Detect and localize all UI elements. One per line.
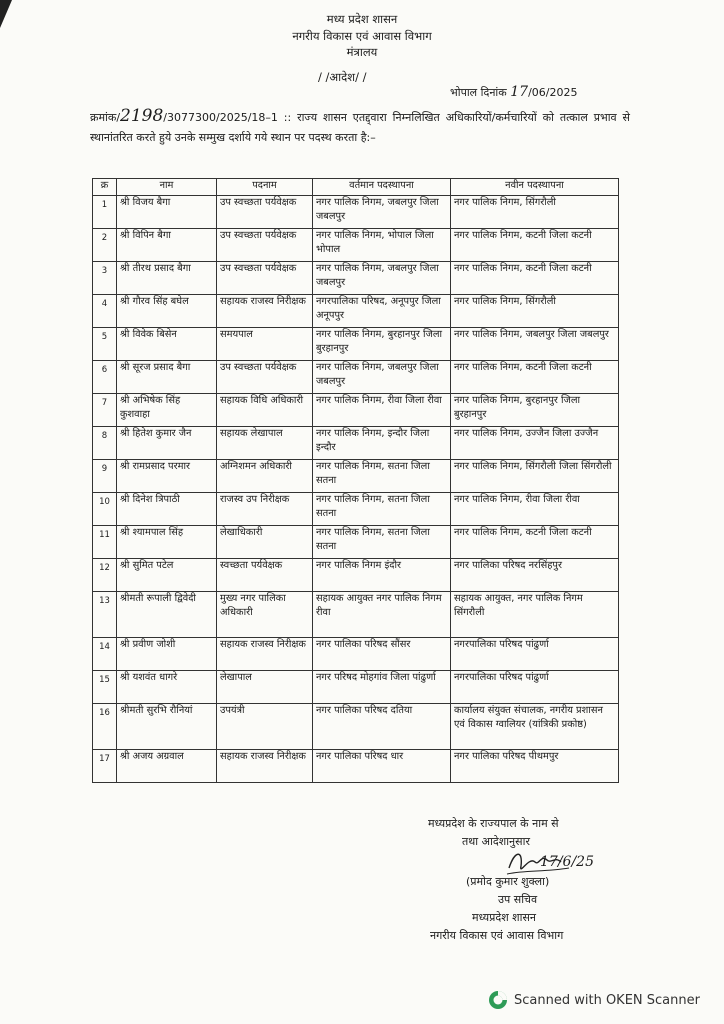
row-name: श्री श्यामपाल सिंह — [117, 526, 217, 559]
row-designation: मुख्य नगर पालिका अधिकारी — [217, 592, 313, 638]
row-name: श्री प्रवीण जोशी — [117, 638, 217, 671]
row-current-posting: नगर पालिक निगम, बुरहानपुर जिला बुरहानपुर — [313, 328, 451, 361]
row-sn: 1 — [93, 196, 117, 229]
row-name: श्री गौरव सिंह बघेल — [117, 295, 217, 328]
order-heading: / /आदेश/ / — [318, 70, 367, 84]
row-new-posting: नगर पालिका परिषद नरसिंहपुर — [451, 559, 619, 592]
row-name: श्री यशवंत धागरे — [117, 671, 217, 704]
row-new-posting: कार्यालय संयुक्त संचालक, नगरीय प्रशासन एवं विकास ग्वालियर (यांत्रिकी प्रकोष्ठ) — [451, 704, 619, 750]
row-sn: 15 — [93, 671, 117, 704]
table-row — [93, 493, 619, 526]
row-current-posting: नगर पालिक निगम, सतना जिला सतना — [313, 493, 451, 526]
order-number: 2198 — [120, 106, 164, 126]
row-designation: सहायक राजस्व निरीक्षक — [217, 750, 313, 783]
handwritten-signature — [505, 846, 575, 882]
header-name: नाम — [117, 179, 217, 196]
row-sn: 12 — [93, 559, 117, 592]
row-sn: 8 — [93, 427, 117, 460]
row-current-posting: नगर पालिक निगम इंदौर — [313, 559, 451, 592]
row-name: श्री हितेश कुमार जैन — [117, 427, 217, 460]
row-sn: 16 — [93, 704, 117, 750]
header-current-posting: वर्तमान पदस्थापना — [313, 179, 451, 196]
row-designation: समयपाल — [217, 328, 313, 361]
row-name: श्री सुमित पटेल — [117, 559, 217, 592]
date-rest: /06/2025 — [528, 86, 578, 99]
order-paragraph — [90, 106, 630, 148]
row-name: श्री अजय अग्रवाल — [117, 750, 217, 783]
row-sn: 14 — [93, 638, 117, 671]
row-name: श्रीमती सुरभि रौनियां — [117, 704, 217, 750]
table-row — [93, 229, 619, 262]
date-day: 17 — [510, 84, 529, 100]
row-current-posting: नगर पालिक निगम, जबलपुर जिला जबलपुर — [313, 262, 451, 295]
table-row — [93, 427, 619, 460]
row-new-posting: नगर पालिक निगम, सिंगरौली — [451, 295, 619, 328]
row-current-posting: नगर पालिका परिषद सौंसर — [313, 638, 451, 671]
row-new-posting: नगर पालिका परिषद पीथमपुर — [451, 750, 619, 783]
row-sn: 9 — [93, 460, 117, 493]
row-current-posting: नगरपालिका परिषद, अनूपपुर जिला अनूपपुर — [313, 295, 451, 328]
row-new-posting: नगर पालिक निगम, कटनी जिला कटनी — [451, 526, 619, 559]
date-prefix: भोपाल दिनांक — [450, 86, 507, 99]
row-sn: 7 — [93, 394, 117, 427]
row-designation: सहायक राजस्व निरीक्षक — [217, 638, 313, 671]
table-row — [93, 328, 619, 361]
table-row — [93, 295, 619, 328]
row-designation: लेखाधिकारी — [217, 526, 313, 559]
row-sn: 6 — [93, 361, 117, 394]
order-date — [450, 84, 577, 100]
row-sn: 17 — [93, 750, 117, 783]
header-govt: मध्य प्रदेश शासन — [326, 12, 398, 26]
row-current-posting: नगर पालिक निगम, जबलपुर जिला जबलपुर — [313, 196, 451, 229]
signature-dept2: नगरीय विकास एवं आवास विभाग — [430, 929, 564, 942]
row-new-posting: नगर पालिक निगम, सिंगरौली जिला सिंगरौली — [451, 460, 619, 493]
row-name: श्री तीरथ प्रसाद बैगा — [117, 262, 217, 295]
row-name: श्री दिनेश त्रिपाठी — [117, 493, 217, 526]
table-row — [93, 638, 619, 671]
row-name: श्री रामप्रसाद परमार — [117, 460, 217, 493]
signature-line1: मध्यप्रदेश के राज्यपाल के नाम से — [428, 817, 559, 830]
header-department: नगरीय विकास एवं आवास विभाग — [292, 29, 432, 43]
row-new-posting: नगर पालिक निगम, सिंगरौली — [451, 196, 619, 229]
order-prefix: क्रमांक/ — [90, 111, 121, 124]
table-row — [93, 196, 619, 229]
transfer-table — [92, 178, 619, 783]
row-new-posting: नगर पालिक निगम, कटनी जिला कटनी — [451, 262, 619, 295]
row-current-posting: नगर पालिक निगम, रीवा जिला रीवा — [313, 394, 451, 427]
row-name: श्री अभिषेक सिंह कुशवाहा — [117, 394, 217, 427]
table-row — [93, 262, 619, 295]
row-sn: 2 — [93, 229, 117, 262]
row-current-posting: नगर पालिक निगम, इन्दौर जिला इन्दौर — [313, 427, 451, 460]
row-name: श्री विजय बैगा — [117, 196, 217, 229]
signature-title: उप सचिव — [498, 893, 538, 906]
table-header-row — [93, 179, 619, 196]
row-new-posting: नगरपालिका परिषद पांढुर्णा — [451, 671, 619, 704]
signature-dept1: मध्यप्रदेश शासन — [472, 911, 537, 924]
row-new-posting: नगर पालिक निगम, कटनी जिला कटनी — [451, 361, 619, 394]
table-row — [93, 394, 619, 427]
row-name: श्री सूरज प्रसाद बैगा — [117, 361, 217, 394]
header-designation: पदनाम — [217, 179, 313, 196]
row-sn: 3 — [93, 262, 117, 295]
row-sn: 13 — [93, 592, 117, 638]
row-name: श्रीमती रूपाली द्विवेदी — [117, 592, 217, 638]
row-current-posting: नगर पालिका परिषद धार — [313, 750, 451, 783]
table-row — [93, 460, 619, 493]
signature-initial-date: 17/6/25 — [540, 854, 594, 870]
row-new-posting: नगर पालिक निगम, कटनी जिला कटनी — [451, 229, 619, 262]
row-name: श्री विवेक बिसेन — [117, 328, 217, 361]
table-row — [93, 750, 619, 783]
table-row — [93, 704, 619, 750]
header-sn: क्र — [93, 179, 117, 196]
row-designation: सहायक विधि अधिकारी — [217, 394, 313, 427]
row-designation: उपयंत्री — [217, 704, 313, 750]
row-sn: 4 — [93, 295, 117, 328]
row-sn: 5 — [93, 328, 117, 361]
row-current-posting: नगर पालिक निगम, सतना जिला सतना — [313, 460, 451, 493]
row-designation: सहायक राजस्व निरीक्षक — [217, 295, 313, 328]
row-sn: 10 — [93, 493, 117, 526]
scanner-watermark — [488, 990, 700, 1010]
signature-line2: तथा आदेशानुसार — [462, 835, 530, 848]
row-current-posting: सहायक आयुक्त नगर पालिक निगम रीवा — [313, 592, 451, 638]
row-designation: उप स्वच्छता पर्यवेक्षक — [217, 361, 313, 394]
row-current-posting: नगर परिषद मोहगांव जिला पांढुर्णा — [313, 671, 451, 704]
scanner-label: Scanned with OKEN Scanner — [514, 992, 700, 1008]
row-designation: स्वच्छता पर्यवेक्षक — [217, 559, 313, 592]
row-designation: सहायक लेखापाल — [217, 427, 313, 460]
table-row — [93, 361, 619, 394]
row-designation: उप स्वच्छता पर्यवेक्षक — [217, 196, 313, 229]
table-row — [93, 592, 619, 638]
table-row — [93, 671, 619, 704]
row-new-posting: नगर पालिक निगम, जबलपुर जिला जबलपुर — [451, 328, 619, 361]
row-current-posting: नगर पालिक निगम, सतना जिला सतना — [313, 526, 451, 559]
scanner-logo-icon — [488, 990, 508, 1010]
row-name: श्री विपिन बैगा — [117, 229, 217, 262]
row-designation: लेखापाल — [217, 671, 313, 704]
row-designation: उप स्वच्छता पर्यवेक्षक — [217, 229, 313, 262]
row-designation: राजस्व उप निरीक्षक — [217, 493, 313, 526]
row-sn: 11 — [93, 526, 117, 559]
row-current-posting: नगर पालिक निगम, जबलपुर जिला जबलपुर — [313, 361, 451, 394]
row-designation: उप स्वच्छता पर्यवेक्षक — [217, 262, 313, 295]
row-designation: अग्निशमन अधिकारी — [217, 460, 313, 493]
table-row — [93, 526, 619, 559]
row-new-posting: नगर पालिक निगम, बुरहानपुर जिला बुरहानपुर — [451, 394, 619, 427]
order-text: /3077300/2025/18–1 :: राज्य शासन एतद्द्वारा निम्नलिखित अधिकारियों/कर्मचारियों को तत्काल प्रभाव से स्थानांतरित करते हुये उनके सम्मुख दर्शाये गये स्थान पर पदस्थ करता है:– — [90, 111, 630, 144]
header-new-posting: नवीन पदस्थापना — [451, 179, 619, 196]
signature-name: (प्रमोद कुमार शुक्ला) — [466, 875, 550, 888]
row-new-posting: नगरपालिका परिषद पांढुर्णा — [451, 638, 619, 671]
row-new-posting: सहायक आयुक्त, नगर पालिक निगम सिंगरौली — [451, 592, 619, 638]
row-new-posting: नगर पालिक निगम, रीवा जिला रीवा — [451, 493, 619, 526]
row-new-posting: नगर पालिक निगम, उज्जैन जिला उज्जैन — [451, 427, 619, 460]
header-ministry: मंत्रालय — [346, 45, 378, 59]
row-current-posting: नगर पालिक निगम, भोपाल जिला भोपाल — [313, 229, 451, 262]
row-current-posting: नगर पालिका परिषद दतिया — [313, 704, 451, 750]
table-row — [93, 559, 619, 592]
